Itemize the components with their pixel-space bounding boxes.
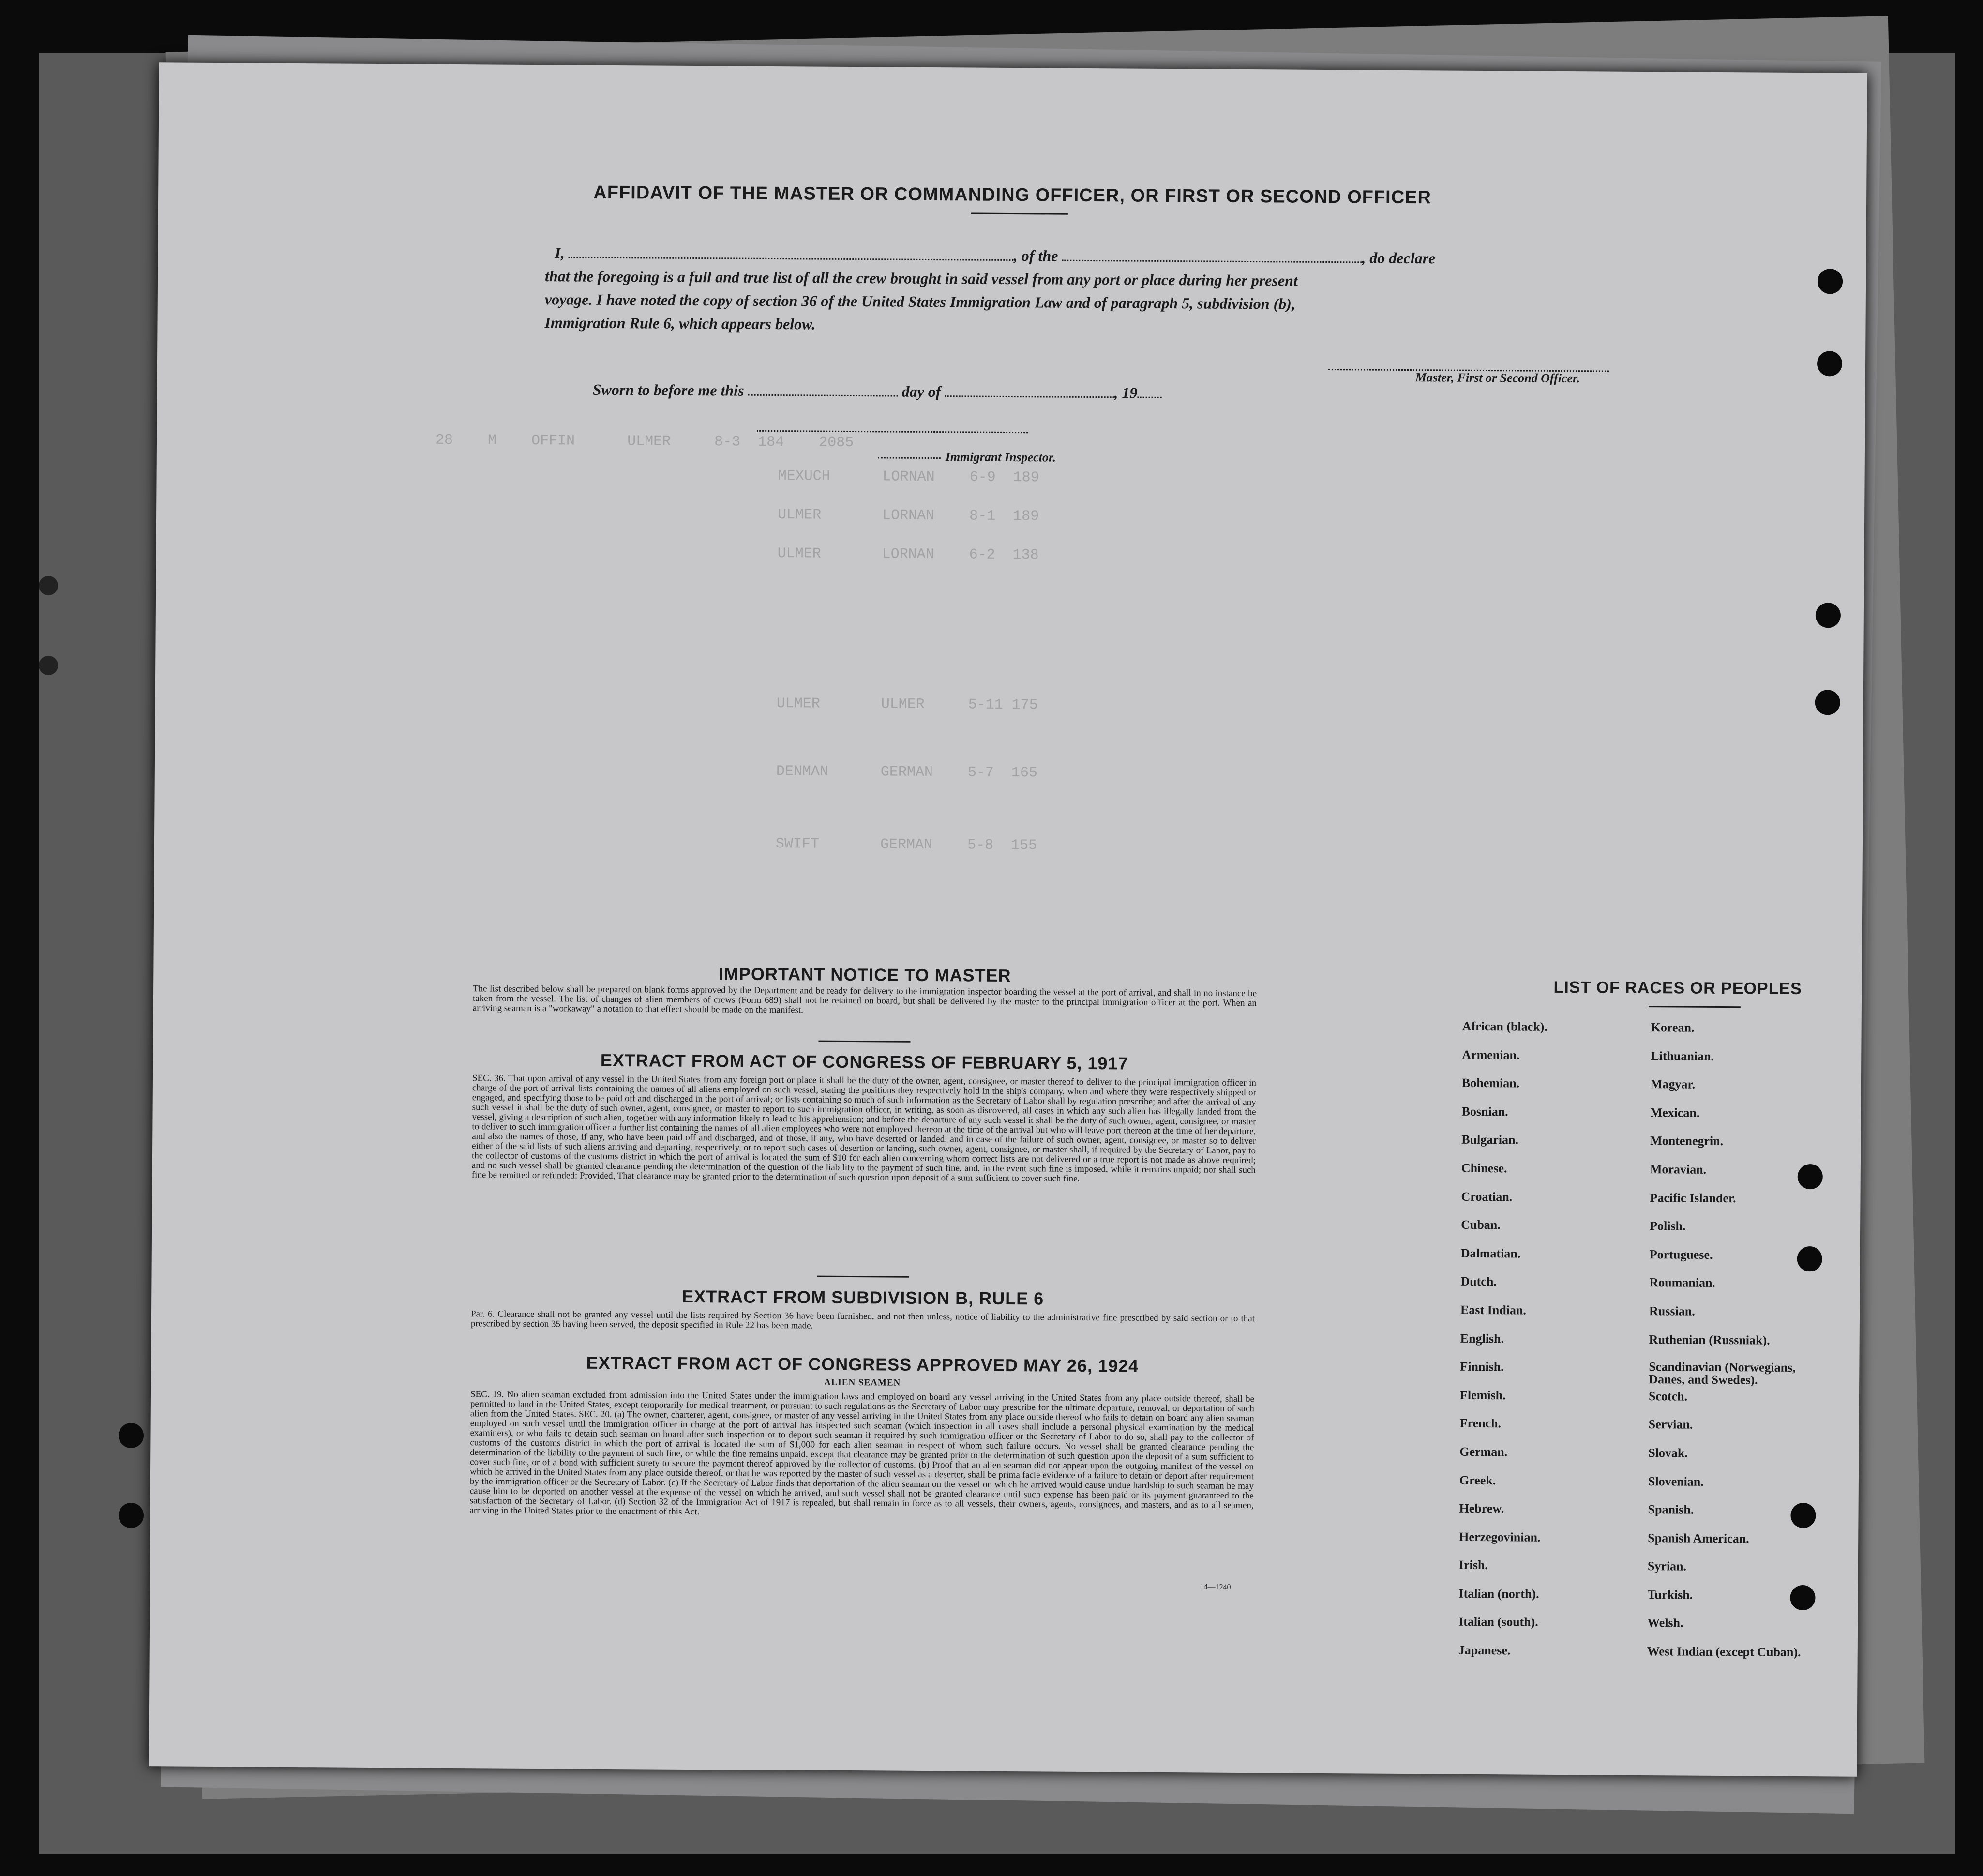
i-label: I,	[555, 244, 565, 262]
bleed-through-text: ULMER ULMER 5-11 175	[706, 695, 1038, 714]
race-item: Moravian.	[1650, 1162, 1707, 1177]
bleed-through-text: 28 M OFFIN ULMER 8-3 184 2085	[330, 431, 854, 452]
races-title: LIST OF RACES OR PEOPLES	[1553, 978, 1802, 999]
sworn-line	[593, 381, 1162, 402]
race-item: Welsh.	[1647, 1616, 1683, 1631]
race-item: Croatian.	[1461, 1189, 1513, 1204]
notice-text: The list described below shall be prepared on blank forms approved by the Department and be ready for delivery to the immigration inspector boarding the vessel at the port of arrival, and shall in no instance be taken from the vessel. The list of changes of alien members of crews (Form 689) shall not be retained on board, but shall be delivered by the master to the principal immigration officer at the port. When an arriving seaman is a "workaway" a notation to that effect should be made on the manifest.	[472, 983, 1257, 1015]
race-item: Bosnian.	[1461, 1104, 1508, 1119]
punch-hole	[1815, 690, 1840, 715]
race-item: Irish.	[1458, 1558, 1488, 1573]
punch-hole	[1817, 351, 1842, 376]
race-item: Magyar.	[1650, 1077, 1696, 1091]
race-item: Servian.	[1648, 1417, 1693, 1432]
punch-hole	[39, 656, 58, 675]
race-item: African (black).	[1462, 1019, 1547, 1034]
name-blank[interactable]	[569, 254, 1014, 261]
extract-1924-title: EXTRACT FROM ACT OF CONGRESS APPROVED MAY 26, 1924	[586, 1352, 1139, 1376]
race-item: West Indian (except Cuban).	[1647, 1644, 1801, 1660]
bleed-through-text: DENMAN GERMAN 5-7 165	[706, 763, 1038, 782]
punch-hole	[119, 1423, 144, 1448]
notice-title: IMPORTANT NOTICE TO MASTER	[718, 964, 1011, 986]
punch-hole	[39, 576, 58, 595]
race-item: Spanish.	[1648, 1502, 1694, 1517]
race-item: Spanish American.	[1648, 1530, 1749, 1546]
inspector-signature-blank[interactable]	[757, 427, 1028, 433]
bleed-through-text: ULMER LORNAN 8-1 189	[707, 506, 1039, 525]
race-item: East Indian.	[1460, 1302, 1527, 1317]
section-divider	[818, 1041, 910, 1043]
race-item: Russian.	[1649, 1304, 1695, 1318]
race-item: Greek.	[1459, 1473, 1496, 1487]
races-column-2	[1647, 1020, 1825, 1674]
race-item: Turkish.	[1647, 1587, 1693, 1602]
race-item: Slovak.	[1648, 1446, 1688, 1460]
extract-rule6-text: Par. 6. Clearance shall not be granted any vessel until the lists required by Section 36 have been furnished, and not then unless, notice of liability to the administrative fine prescribed by said section or to that prescribed by section 35 having been served, the deposit specified in Rule 22 has been made.	[470, 1309, 1255, 1331]
section-divider	[817, 1276, 909, 1278]
race-item: Dutch.	[1460, 1274, 1497, 1289]
title-divider	[971, 213, 1068, 215]
bleed-through-text: SWIFT GERMAN 5-8 155	[706, 835, 1037, 854]
race-item: Flemish.	[1459, 1388, 1506, 1403]
race-item: German.	[1459, 1444, 1508, 1459]
extract-1924-text: SEC. 19. No alien seaman excluded from admission into the United States under the immigration laws and employed on board any vessel arriving in the United States from any place outside thereof, shall be permitted to land in the United States, except temporarily for medical treatment, or pursuant to such regulations as the Secretary of Labor may prescribe for the ultimate departure, removal, or deportation of such alien from the United States. SEC. 20. (a) The owner, charterer, agent, consignee, or master of any vessel arriving in the United States from any place outside thereof who fails to detain on board any alien seaman employed on such vessel until the immigration officer in charge at the port of arrival has inspected such seaman (which inspection in all cases shall include a personal physical examination by the medical examiners), or who fails to detain such seaman on board after such inspection or to deport such seaman if required by such immigration officer or the Secretary of Labor to do so, shall pay to the collector of customs of the customs district in which the port of arrival is located the sum of $1,000 for each alien seaman in respect of whom such failure occurs. No vessel shall be granted clearance pending the determination of the liability to the payment of such fine, or while the fine remains unpaid, except that clearance may be granted prior to the determination of such question upon the deposit of a sum sufficient to cover such fine, or of a bond with sufficient surety to secure the payment thereof approved by the collector of customs. (b) Proof that an alien seaman did not appear upon the outgoing manifest of the vessel on which he arrived in the United States from any place outside thereof, or that he was reported by the master of such vessel as a deserter, shall be prima facie evidence of a failure to detain or deport after requirement by the immigration officer or the Secretary of Labor. (c) If the Secretary of Labor finds that deportation of the alien seaman on the vessel on which he arrived would cause undue hardship to such seaman he may cause him to be deported on another vessel at the expense of the vessel on which he arrived, and such vessel shall not be granted clearance until such expense has been paid or its payment guaranteed to the satisfaction of the Secretary of Labor. (d) Section 32 of the Immigration Act of 1917 is repealed, but shall remain in force as to all vessels, their owners, agents, consignees, and masters, and as to all seamen, arriving in the United States prior to the enactment of this Act.	[469, 1389, 1255, 1517]
extract-rule6-title: EXTRACT FROM SUBDIVISION B, RULE 6	[682, 1286, 1044, 1309]
inspector-label: Immigrant Inspector.	[945, 450, 1056, 465]
of-the-label: , of the	[1013, 247, 1058, 265]
punch-hole	[119, 1503, 144, 1528]
race-item: Pacific Islander.	[1650, 1190, 1736, 1205]
race-item: Chinese.	[1461, 1161, 1507, 1176]
month-blank[interactable]	[945, 393, 1114, 398]
extract-1917-title: EXTRACT FROM ACT OF CONGRESS OF FEBRUARY 5, 1917	[600, 1050, 1128, 1074]
race-item: Scandinavian (Norwegians, Danes, and Swedes).	[1649, 1360, 1796, 1387]
bleed-through-text: MEXUCH LORNAN 6-9 189	[708, 468, 1039, 486]
race-item: Lithuanian.	[1651, 1048, 1714, 1063]
race-item: Montenegrin.	[1650, 1134, 1724, 1149]
bleed-through-text: ULMER LORNAN 6-2 138	[707, 545, 1039, 564]
affidavit-title: AFFIDAVIT OF THE MASTER OR COMMANDING OFFICER, OR FIRST OR SECOND OFFICER	[593, 182, 1432, 208]
alien-seamen-subtitle: ALIEN SEAMEN	[824, 1377, 901, 1388]
do-declare-label: , do declare	[1362, 249, 1436, 267]
year-blank[interactable]	[1137, 394, 1161, 398]
declaration-line-4: Immigration Rule 6, which appears below.	[544, 314, 816, 333]
declaration-line-3: voyage. I have noted the copy of section 36 of the United States Immigration Law and of paragraph 5, subdivision (b),	[544, 290, 1296, 313]
race-item: Roumanian.	[1649, 1275, 1716, 1290]
race-item: Mexican.	[1650, 1105, 1700, 1120]
sworn-label: Sworn to before me this	[592, 380, 744, 399]
form-number: 14—1240	[1200, 1583, 1231, 1591]
race-item: Bohemian.	[1461, 1075, 1520, 1090]
extract-1917-text: SEC. 36. That upon arrival of any vessel in the United States from any foreign port or place it shall be the duty of the owner, agent, consignee, or master thereof to deliver to the principal immigration officer in charge of the port of arrival lists containing the names of all aliens employed on such vessel, stating the positions they respectively hold in the ship's company, when and where they were respectively shipped or engaged, and specifying those to be paid off and discharged in the port of arrival; or lists containing so much of such information as the Secretary of Labor shall by regulation prescribe; and after the arrival of any such vessel it shall be the duty of such owner, agent, consignee, or master to report to such immigration officer, in writing, as soon as discovered, all cases in which any such alien has illegally landed from the vessel, giving a description of such alien, together with any information likely to lead to his apprehension; and before the departure of any such vessel it shall be the duty of such owner, agent, consignee, or master to deliver to such immigration officer a further list containing the names of all alien employees who were not employed thereon at the time of the arrival but who will leave port thereon at the time of her departure, and also the names of those, if any, who have been paid off and discharged, and of those, if any, who have deserted or landed; and in case of the failure of such owner, agent, consignee, or master so to deliver either of the said lists of such aliens arriving and departing, respectively, or to report such cases of desertion or landing, such owner, agent, consignee, or master shall, if required by the Secretary of Labor, pay to the collector of customs of the customs district in which the port of arrival is located the sum of $10 for each alien concerning whom correct lists are not delivered or a true report is not made as above required; and no such vessel shall be granted clearance pending the determination of the question of the liability to the payment of such fine, and, in the event such fine is imposed, while it remains unpaid; nor shall such fine be remitted or refunded: Provided, That clearance may be granted prior to the determination of such question upon deposit of a sum sufficient to cover such fine.	[471, 1073, 1257, 1184]
race-item: Cuban.	[1461, 1217, 1501, 1232]
race-item: Slovenian.	[1648, 1474, 1704, 1489]
inspector-signature-blank-2[interactable]	[878, 454, 941, 459]
race-item: Italian (north).	[1458, 1586, 1539, 1601]
declaration-line-2: that the foregoing is a full and true list of all the crew brought in said vessel from any port or place during her present	[544, 267, 1298, 289]
race-item: Armenian.	[1462, 1047, 1520, 1062]
punch-hole	[1816, 603, 1841, 628]
race-item: Syrian.	[1647, 1559, 1687, 1573]
race-item: Italian (south).	[1458, 1615, 1538, 1630]
race-item: Hebrew.	[1459, 1501, 1504, 1516]
punch-hole	[1818, 269, 1843, 294]
race-item: English.	[1460, 1331, 1504, 1346]
race-item: Portuguese.	[1649, 1247, 1713, 1262]
race-item: Ruthenian (Russniak).	[1649, 1332, 1770, 1347]
race-item: Herzegovinian.	[1459, 1529, 1541, 1544]
document-page	[149, 62, 1867, 1776]
day-of-label: day of	[901, 382, 941, 401]
race-item: Scotch.	[1648, 1389, 1688, 1404]
declarant-line	[555, 244, 1435, 267]
race-item: Japanese.	[1458, 1643, 1511, 1658]
race-item: Bulgarian.	[1461, 1133, 1519, 1147]
race-item: Dalmatian.	[1460, 1246, 1521, 1261]
race-item: Korean.	[1651, 1020, 1695, 1035]
master-signature-label: Master, First or Second Officer.	[1415, 370, 1580, 386]
race-item: French.	[1459, 1416, 1502, 1431]
races-column-1	[1458, 1019, 1547, 1672]
year-label: , 19	[1114, 384, 1138, 402]
vessel-blank[interactable]	[1062, 257, 1362, 263]
race-item: Finnish.	[1460, 1359, 1504, 1374]
races-divider	[1649, 1006, 1741, 1008]
day-blank[interactable]	[748, 392, 898, 397]
race-item: Polish.	[1650, 1219, 1686, 1233]
